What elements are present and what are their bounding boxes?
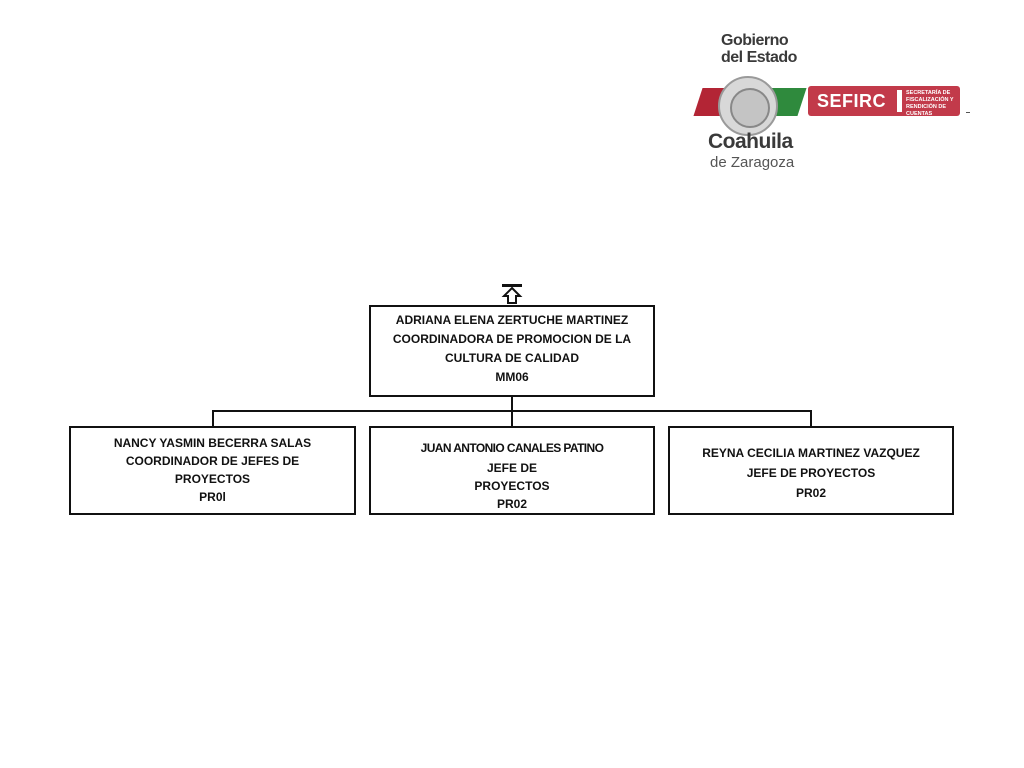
head-title-line1: COORDINADORA DE PROMOCION DE LA — [392, 332, 632, 346]
subordinate-title-line2: PROYECTOS — [474, 479, 550, 493]
org-box-subordinate — [668, 426, 954, 515]
subordinate-code: PR0l — [199, 490, 226, 504]
subordinate-title-line1: COORDINADOR DE JEFES DE — [125, 454, 300, 468]
org-box-head — [369, 305, 655, 397]
subordinate-title-line2: PROYECTOS — [174, 472, 251, 486]
connector-left-down — [212, 410, 214, 426]
sefirc-full-name: SECRETARÍA DE FISCALIZACIÓN Y RENDICIÓN DE CUENTAS — [906, 90, 954, 117]
sefirc-divider — [897, 90, 902, 112]
org-box-subordinate — [369, 426, 655, 515]
logo-state-name: Coahuila — [708, 130, 793, 153]
logo-state-suffix: de Zaragoza — [710, 154, 795, 171]
org-box-subordinate — [69, 426, 356, 515]
sefirc-badge — [808, 86, 960, 116]
government-logo — [696, 30, 976, 175]
subordinate-code: PR02 — [496, 497, 528, 511]
subordinate-code: PR02 — [795, 486, 827, 500]
subordinate-name: REYNA CECILIA MARTINEZ VAZQUEZ — [702, 446, 920, 460]
subordinate-name: JUAN ANTONIO CANALES PATINO — [420, 441, 604, 455]
subordinate-title-line1: JEFE DE — [486, 461, 537, 475]
connector-center-down — [511, 410, 513, 426]
coat-of-arms-icon — [718, 76, 778, 136]
connector-right-down — [810, 410, 812, 426]
logo-del-estado-text: del Estado — [721, 49, 797, 66]
subordinate-title-line1: JEFE DE PROYECTOS — [746, 466, 876, 480]
head-code: MM06 — [495, 370, 529, 384]
head-title-line2: CULTURA DE CALIDAD — [445, 351, 579, 365]
up-arrow-icon — [501, 283, 523, 305]
head-name: ADRIANA ELENA ZERTUCHE MARTINEZ — [395, 313, 629, 327]
sefirc-label: SEFIRC — [817, 91, 887, 111]
logo-dash — [966, 112, 970, 113]
logo-gobierno-text: Gobierno — [721, 32, 789, 49]
connector-head-down — [511, 397, 513, 410]
subordinate-name: NANCY YASMIN BECERRA SALAS — [113, 436, 312, 450]
